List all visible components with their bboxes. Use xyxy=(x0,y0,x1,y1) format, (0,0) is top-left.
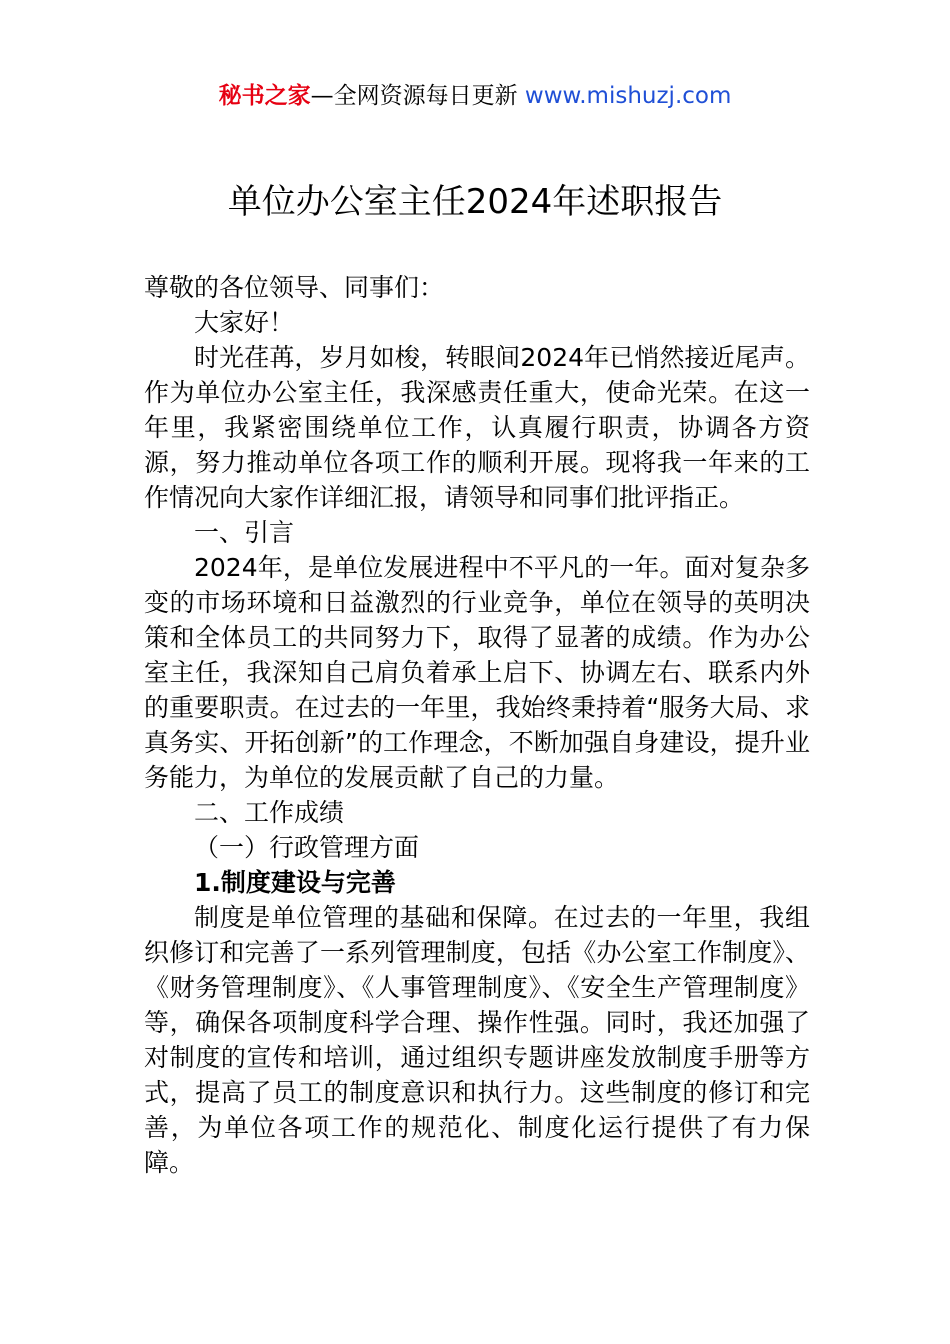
site-header xyxy=(0,80,950,112)
salutation: 尊敬的各位领导、同事们： xyxy=(144,273,445,302)
site-brand: 秘书之家 xyxy=(218,83,311,109)
intro-paragraph: 时光荏苒，岁月如梭，转眼间2024年已悄然接近尾声。作为单位办公室主任，我深感责任重大，使命光荣。在这一年里，我紧密围绕单位工作，认真履行职责，协调各方资源，努力推动单位各项工作的顺利开展。现将我一年来的工作情况向大家作详细汇报，请领导和同事们批评指正。 xyxy=(144,343,810,512)
item-heading-system-building: 1.制度建设与完善 xyxy=(194,868,396,897)
subsection-heading-admin: （一）行政管理方面 xyxy=(194,833,420,862)
document-body xyxy=(144,270,810,1180)
system-building-paragraph: 制度是单位管理的基础和保障。在过去的一年里，我组织修订和完善了一系列管理制度，包括《办公室工作制度》、《财务管理制度》、《人事管理制度》、《安全生产管理制度》等，确保各项制度科学合理、操作性强。同时，我还加强了对制度的宣传和培训，通过组织专题讲座发放制度手册等方式，提高了员工的制度意识和执行力。这些制度的修订和完善，为单位各项工作的规范化、制度化运行提供了有力保障。 xyxy=(144,903,810,1177)
introduction-paragraph: 2024年，是单位发展进程中不平凡的一年。面对复杂多变的市场环境和日益激烈的行业竞争，单位在领导的英明决策和全体员工的共同努力下，取得了显著的成绩。作为办公室主任，我深知自己肩负着承上启下、协调左右、联系内外的重要职责。在过去的一年里，我始终秉持着“服务大局、求真务实、开拓创新”的工作理念，不断加强自身建设，提升业务能力，为单位的发展贡献了自己的力量。 xyxy=(144,553,810,792)
site-tagline: 全网资源每日更新 xyxy=(333,83,518,109)
greeting: 大家好！ xyxy=(194,308,295,337)
site-url-link[interactable]: www.mishuzj.com xyxy=(524,83,732,109)
header-separator: — xyxy=(310,83,334,109)
section-heading-introduction: 一、引言 xyxy=(194,518,295,547)
section-heading-achievements: 二、工作成绩 xyxy=(194,798,345,827)
document-title: 单位办公室主任2024年述职报告 xyxy=(227,182,723,222)
